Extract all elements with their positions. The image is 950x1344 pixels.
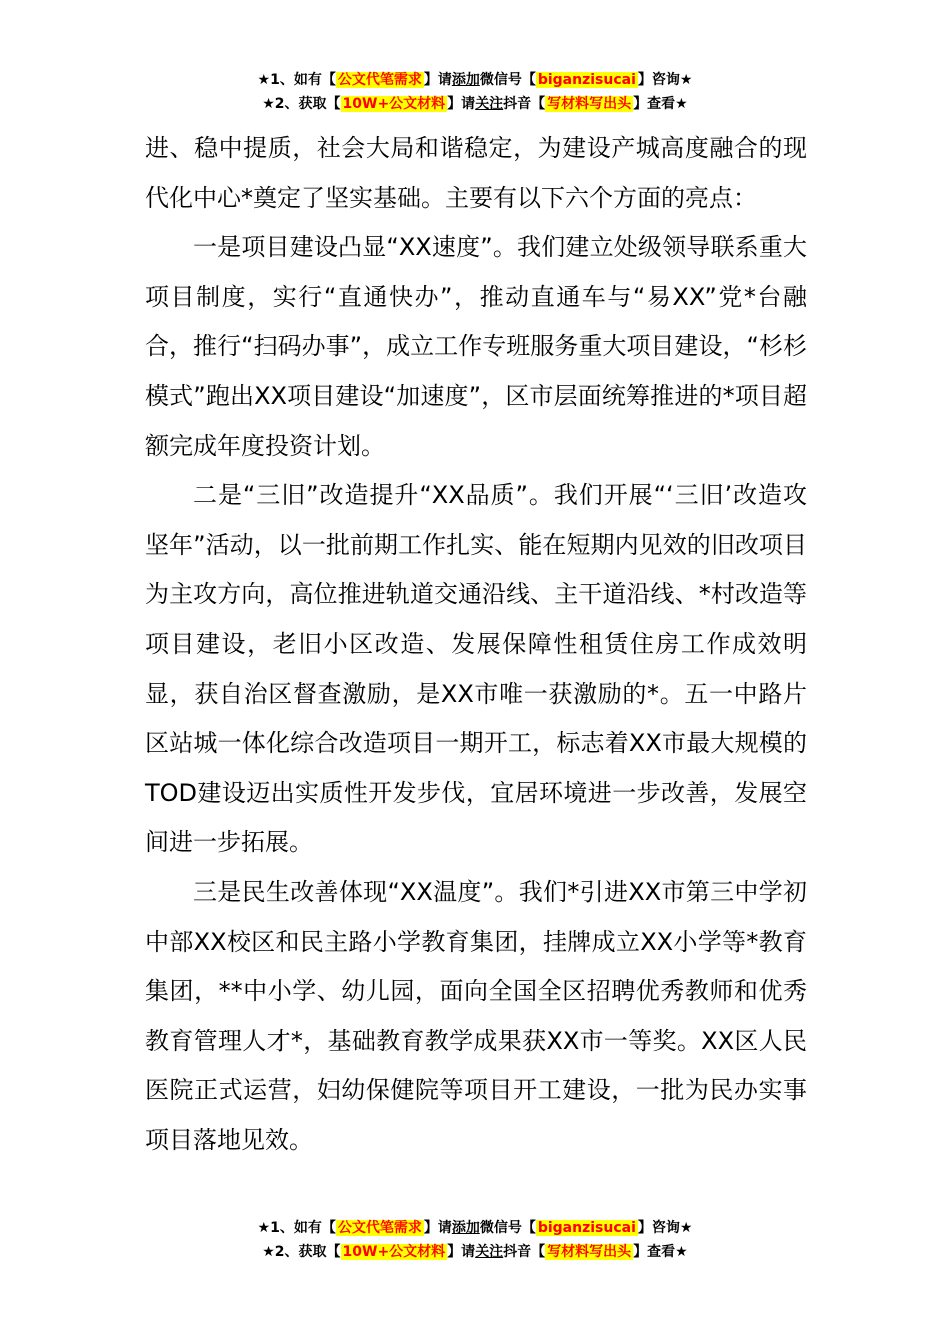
highlight-wechat-id: biganzisucai bbox=[537, 1220, 636, 1236]
paragraph-project-speed: 一是项目建设凸显“XX速度”。我们建立处级领导联系重大项目制度，实行“直通快办”，推动直通车与“易XX”党*台融合，推行“扫码办事”，成立工作专班服务重大项目建设，“杉杉模式”跑出XX项目建设“加速度”，区市层面统筹推进的*项目超额完成年度投资计划。 bbox=[145, 233, 807, 460]
banner-line-2: ★2、获取【 10W+公文材料 】请关注抖音【 写材料写出头 】查看★ bbox=[262, 96, 688, 112]
highlight-service: 公文代笔需求 bbox=[337, 1220, 422, 1236]
header-banner bbox=[0, 68, 950, 116]
highlight-materials: 10W+公文材料 bbox=[342, 96, 446, 112]
document-body bbox=[145, 124, 807, 1165]
highlight-douyin: 写材料写出头 bbox=[547, 96, 632, 112]
highlight-materials: 10W+公文材料 bbox=[342, 1244, 446, 1260]
paragraph-renovation-quality: 二是“三旧”改造提升“XX品质”。我们开展“‘三旧’改造攻坚年”活动，以一批前期工作扎实、能在短期内见效的旧改项目为主攻方向，高位推进轨道交通沿线、主干道沿线、*村改造等项目建设，老旧小区改造、发展保障性租赁住房工作成效明显，获自治区督查激励，是XX市唯一获激励的*。五一中路片区站城一体化综合改造项目一期开工，标志着XX市最大规模的TOD建设迈出实质性开发步伐，宜居环境进一步改善，发展空间进一步拓展。 bbox=[145, 481, 807, 857]
paragraph-livelihood-warmth: 三是民生改善体现“XX温度”。我们*引进XX市第三中学初中部XX校区和民主路小学教育集团，挂牌成立XX小学等*教育集团，**中小学、幼儿园，面向全国全区招聘优秀教师和优秀教育管理人才*，基础教育教学成果获XX市一等奖。XX区人民医院正式运营，妇幼保健院等项目开工建设，一批为民办实事项目落地见效。 bbox=[145, 877, 807, 1154]
highlight-service: 公文代笔需求 bbox=[337, 72, 422, 88]
highlight-wechat-id: biganzisucai bbox=[537, 72, 636, 88]
banner-line-1: ★1、如有【 公文代笔需求 】请添加微信号【 biganzisucai 】咨询★ bbox=[257, 1220, 693, 1236]
paragraph-continuation: 进、稳中提质，社会大局和谐稳定，为建设产城高度融合的现代化中心*奠定了坚实基础。主要有以下六个方面的亮点： bbox=[145, 134, 807, 212]
footer-banner bbox=[0, 1216, 950, 1264]
highlight-douyin: 写材料写出头 bbox=[547, 1244, 632, 1260]
banner-line-1: ★1、如有【 公文代笔需求 】请添加微信号【 biganzisucai 】咨询★ bbox=[257, 72, 693, 88]
banner-line-2: ★2、获取【 10W+公文材料 】请关注抖音【 写材料写出头 】查看★ bbox=[262, 1244, 688, 1260]
